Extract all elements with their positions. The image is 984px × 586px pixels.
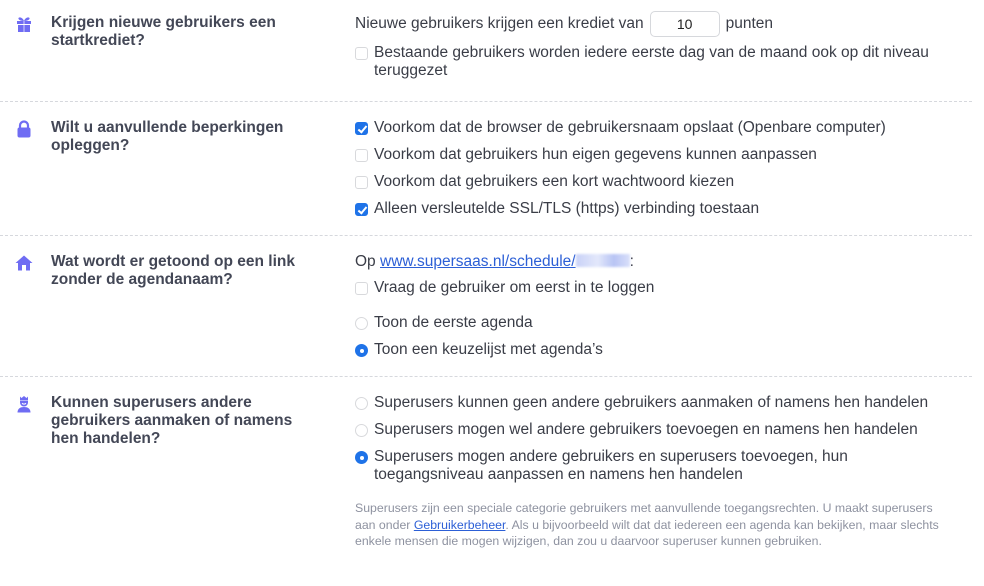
restriction-label: Alleen versleutelde SSL/TLS (https) verbinding toestaan: [374, 200, 760, 217]
restriction-option[interactable]: [355, 119, 972, 137]
radio-label: Toon een keuzelijst met agenda’s: [374, 341, 603, 358]
question-column: [0, 119, 355, 235]
restriction-checkbox-save-username[interactable]: [355, 122, 368, 135]
schedule-url-text: www.supersaas.nl/schedule/: [380, 253, 576, 270]
require-login-checkbox[interactable]: [355, 282, 368, 295]
question-column: [0, 14, 355, 101]
restriction-option[interactable]: [355, 200, 972, 218]
url-suffix: :: [629, 253, 634, 270]
restriction-checkbox-ssl-only[interactable]: [355, 203, 368, 216]
reset-monthly-checkbox[interactable]: [355, 47, 368, 60]
section-start-credit: [0, 0, 972, 102]
radio-label: Superusers kunnen geen andere gebruikers aanmaken of namens hen handelen: [374, 394, 929, 411]
credit-points-input[interactable]: [650, 11, 720, 37]
radio-label: Superusers mogen wel andere gebruikers toevoegen en namens hen handelen: [374, 421, 918, 438]
radio-show-first-schedule[interactable]: [355, 317, 368, 330]
superuser-icon: [13, 394, 35, 416]
home-icon: [13, 253, 35, 275]
radio-superuser-full[interactable]: [355, 451, 368, 464]
default-link-radio-option[interactable]: [355, 341, 972, 359]
help-text-part1: Superusers zijn een speciale categorie gebruikers met aanvullende toegangsrechten. U maakt superusers aan onder: [355, 501, 933, 532]
section-restrictions: [0, 102, 972, 236]
radio-show-schedule-list[interactable]: [355, 344, 368, 357]
answer-column: [355, 119, 972, 235]
require-login-option[interactable]: [355, 279, 972, 297]
question-start-credit: Krijgen nieuwe gebruikers een startkrediet?: [51, 14, 276, 49]
superuser-help-text: [355, 500, 955, 550]
radio-label: Toon de eerste agenda: [374, 314, 533, 331]
require-login-label: Vraag de gebruiker om eerst in te loggen: [374, 279, 655, 296]
help-text-part2: . Als u bijvoorbeeld wilt dat dat iedereen een agenda kan bekijken, maar slechts enkele mensen die mogen wijzigen, dan zou u daarvoor superuser kunnen gebruiken.: [355, 517, 939, 548]
user-management-link[interactable]: Gebruikerbeheer: [413, 517, 506, 532]
answer-column: [355, 394, 972, 586]
gift-icon: [13, 14, 35, 36]
redacted-schedule-name: [576, 254, 630, 267]
credit-prefix-label: Nieuwe gebruikers krijgen een krediet van: [355, 15, 644, 32]
radio-label: Superusers mogen andere gebruikers en superusers toevoegen, hun toegangsniveau aanpassen en namens hen handelen: [374, 448, 848, 483]
question-column: [0, 394, 355, 586]
superuser-radio-option[interactable]: [355, 448, 972, 484]
default-link-radio-option[interactable]: [355, 314, 972, 332]
radio-superuser-none[interactable]: [355, 397, 368, 410]
answer-column: [355, 253, 972, 376]
section-superusers: [0, 377, 972, 586]
superuser-radio-option[interactable]: [355, 394, 972, 412]
question-restrictions: Wilt u aanvullende beperkingen opleggen?: [51, 119, 284, 154]
credit-row: [355, 11, 972, 37]
restriction-label: Voorkom dat gebruikers hun eigen gegevens kunnen aanpassen: [374, 146, 817, 163]
schedule-url-link[interactable]: [380, 253, 630, 270]
superuser-radio-option[interactable]: [355, 421, 972, 439]
restriction-checkbox-edit-own-data[interactable]: [355, 149, 368, 162]
lock-icon: [13, 119, 35, 141]
credit-suffix-label: punten: [725, 15, 774, 32]
reset-monthly-option[interactable]: [355, 44, 972, 80]
schedule-url-line: [355, 253, 972, 271]
radio-superuser-add-users[interactable]: [355, 424, 368, 437]
question-default-link: Wat wordt er getoond op een link zonder de agendanaam?: [51, 253, 295, 288]
url-prefix: Op: [355, 253, 376, 270]
question-superusers: Kunnen superusers andere gebruikers aanmaken of namens hen handelen?: [51, 394, 293, 447]
restriction-label: Voorkom dat de browser de gebruikersnaam opslaat (Openbare computer): [374, 119, 886, 136]
restriction-option[interactable]: [355, 146, 972, 164]
restriction-option[interactable]: [355, 173, 972, 191]
reset-monthly-label: Bestaande gebruikers worden iedere eerste dag van de maand ook op dit niveau teruggezet: [374, 44, 929, 79]
answer-column: [355, 14, 972, 101]
section-default-link: [0, 236, 972, 377]
restriction-checkbox-short-password[interactable]: [355, 176, 368, 189]
restriction-label: Voorkom dat gebruikers een kort wachtwoord kiezen: [374, 173, 735, 190]
question-column: [0, 253, 355, 376]
